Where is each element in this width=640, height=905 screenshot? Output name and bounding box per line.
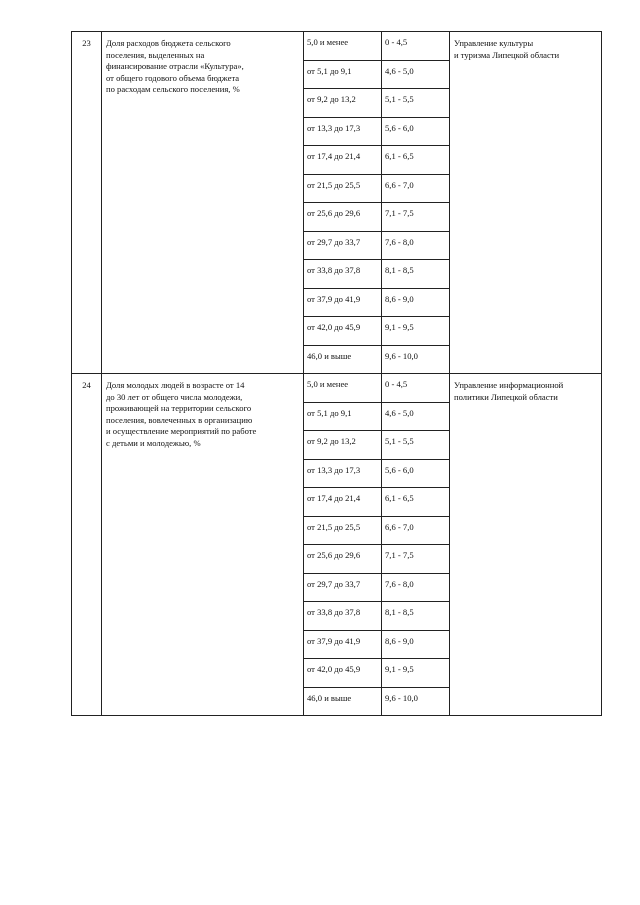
value-range: от 9,2 до 13,2 bbox=[304, 431, 382, 460]
value-range: 5,0 и менее bbox=[304, 374, 382, 403]
value-range: от 29,7 до 33,7 bbox=[304, 573, 382, 602]
responsible-organization: Управление культуры и туризма Липецкой области bbox=[450, 32, 602, 374]
indicator-table bbox=[71, 31, 602, 716]
indicator-name: Доля молодых людей в возрасте от 14 до 30 лет от общего числа молодежи, проживающей на территории сельского поселения, вовлеченных в организацию и осуществление мероприятий по работе с детьми и молодежью, % bbox=[102, 374, 304, 716]
score-range: 8,6 - 9,0 bbox=[382, 630, 450, 659]
value-range: 5,0 и менее bbox=[304, 32, 382, 61]
value-range: от 17,4 до 21,4 bbox=[304, 488, 382, 517]
value-range: от 5,1 до 9,1 bbox=[304, 402, 382, 431]
score-range: 9,1 - 9,5 bbox=[382, 317, 450, 346]
value-range: от 25,6 до 29,6 bbox=[304, 545, 382, 574]
score-range: 9,1 - 9,5 bbox=[382, 659, 450, 688]
value-range: от 33,8 до 37,8 bbox=[304, 260, 382, 289]
value-range: от 25,6 до 29,6 bbox=[304, 203, 382, 232]
score-range: 6,6 - 7,0 bbox=[382, 174, 450, 203]
value-range: от 37,9 до 41,9 bbox=[304, 288, 382, 317]
indicator-name: Доля расходов бюджета сельского поселения, выделенных на финансирование отрасли «Культура», от общего годового объема бюджета по расходам сельского поселения, % bbox=[102, 32, 304, 374]
value-range: от 33,8 до 37,8 bbox=[304, 602, 382, 631]
score-range: 4,6 - 5,0 bbox=[382, 402, 450, 431]
score-range: 4,6 - 5,0 bbox=[382, 60, 450, 89]
score-range: 9,6 - 10,0 bbox=[382, 687, 450, 716]
table-row bbox=[72, 32, 602, 61]
indicator-number: 24 bbox=[72, 374, 102, 716]
value-range: от 21,5 до 25,5 bbox=[304, 174, 382, 203]
value-range: от 42,0 до 45,9 bbox=[304, 659, 382, 688]
responsible-organization: Управление информационной политики Липецкой области bbox=[450, 374, 602, 716]
score-range: 7,6 - 8,0 bbox=[382, 231, 450, 260]
indicator-table-body bbox=[72, 32, 602, 716]
score-range: 6,1 - 6,5 bbox=[382, 146, 450, 175]
score-range: 6,6 - 7,0 bbox=[382, 516, 450, 545]
value-range: от 29,7 до 33,7 bbox=[304, 231, 382, 260]
score-range: 5,6 - 6,0 bbox=[382, 459, 450, 488]
score-range: 8,1 - 8,5 bbox=[382, 602, 450, 631]
value-range: от 13,3 до 17,3 bbox=[304, 117, 382, 146]
value-range: 46,0 и выше bbox=[304, 687, 382, 716]
score-range: 0 - 4,5 bbox=[382, 32, 450, 61]
score-range: 5,6 - 6,0 bbox=[382, 117, 450, 146]
score-range: 5,1 - 5,5 bbox=[382, 431, 450, 460]
value-range: от 37,9 до 41,9 bbox=[304, 630, 382, 659]
score-range: 5,1 - 5,5 bbox=[382, 89, 450, 118]
value-range: от 13,3 до 17,3 bbox=[304, 459, 382, 488]
value-range: от 17,4 до 21,4 bbox=[304, 146, 382, 175]
score-range: 8,6 - 9,0 bbox=[382, 288, 450, 317]
indicator-number: 23 bbox=[72, 32, 102, 374]
value-range: от 9,2 до 13,2 bbox=[304, 89, 382, 118]
score-range: 0 - 4,5 bbox=[382, 374, 450, 403]
score-range: 7,1 - 7,5 bbox=[382, 545, 450, 574]
score-range: 8,1 - 8,5 bbox=[382, 260, 450, 289]
score-range: 9,6 - 10,0 bbox=[382, 345, 450, 374]
value-range: 46,0 и выше bbox=[304, 345, 382, 374]
score-range: 7,6 - 8,0 bbox=[382, 573, 450, 602]
table-row bbox=[72, 374, 602, 403]
score-range: 6,1 - 6,5 bbox=[382, 488, 450, 517]
score-range: 7,1 - 7,5 bbox=[382, 203, 450, 232]
value-range: от 21,5 до 25,5 bbox=[304, 516, 382, 545]
value-range: от 5,1 до 9,1 bbox=[304, 60, 382, 89]
value-range: от 42,0 до 45,9 bbox=[304, 317, 382, 346]
